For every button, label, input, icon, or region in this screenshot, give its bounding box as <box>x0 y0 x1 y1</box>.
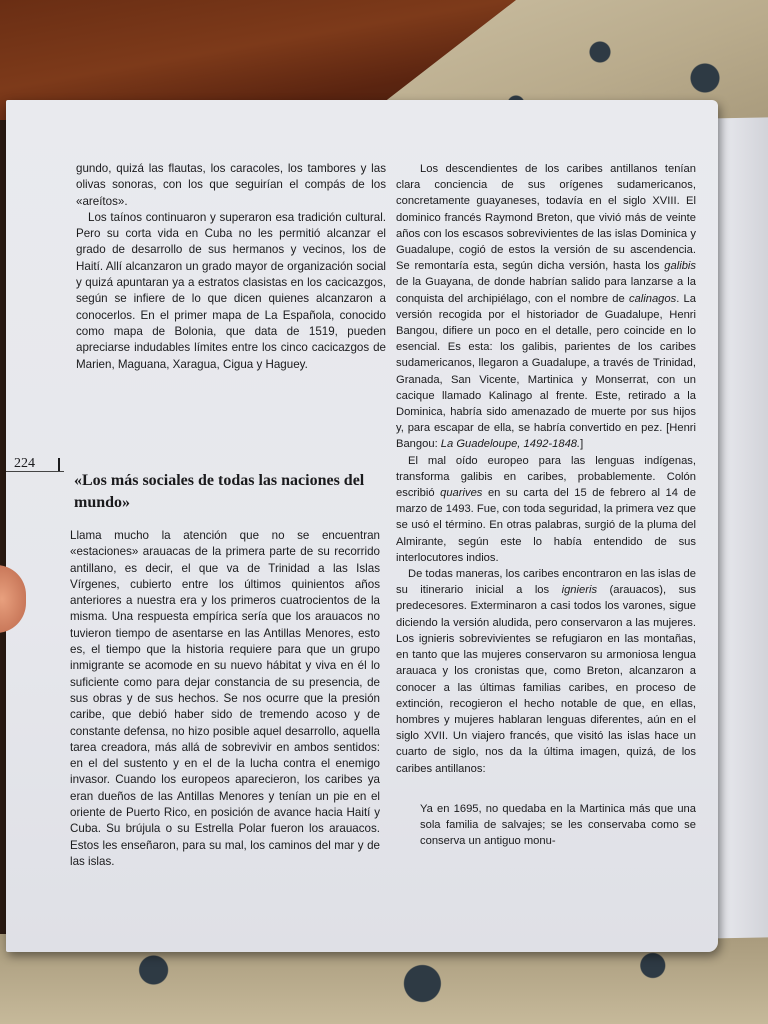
text-run: de la Guayana, de donde habrían salido para lanzarse a la conquista del archipiélago, con el nombre de <box>396 276 696 305</box>
paragraph <box>396 161 696 453</box>
left-column-bottom-text <box>70 528 380 870</box>
section-heading: «Los más sociales de todas las naciones del mundo» <box>74 472 365 511</box>
text-run: en su carta del 15 de febrero al 14 de marzo de 1493. Fue, con toda seguridad, la primera vez que se usó el término. En otras palabras, surgió de la pluma del Almirante, según este lo había entendido de sus interlocutores indios. <box>396 487 696 564</box>
paragraph <box>396 453 696 566</box>
italic-term: ignieris <box>561 584 598 597</box>
paragraph: gundo, quizá las flautas, los caracoles, los tambores y las olivas sonoras, con los que seguirían el compás de los «areítos». <box>76 162 386 208</box>
paragraph: Los taínos continuaron y superaron esa tradición cultural. Pero su corta vida en Cuba no les permitió alcanzar el grado de desarrollo de sus hermanos y vecinos, los de Haití. Allí alcanzaron un grado mayor de organización social y quizá apuntaran ya a estratos clasistas en los cacicazgos, según se infiere de lo que dicen quienes alcanzaron a conocerlos. En el primer mapa de La Española, conocido como mapa de Bolonia, que data de 1519, pueden apreciarse indudables límites entre los cinco cacicazgos de Marien, Maguana, Xaragua, Cigua y Haguey. <box>76 210 386 371</box>
text-run: . La versión recogida por el historiador de Guadalupe, Henri Bangou, difiere un poco en el detalle, pero coincide en lo esencial. Es esta: los galibis, parientes de los caribes sudamericanos, llegaron a Guadalupe, a través de Trinidad, Granada, San Vicente, Martinica y Monserrat, con un cacique llamado Kalinago al frente. Este, retirado a la Dominica, habría sido amenazado de muerte por sus hijos y, para escapar de ella, se habría convertido en pez. [Henri Bangou: <box>396 292 696 451</box>
italic-citation: La Guadeloupe, 1492-1848. <box>440 438 581 451</box>
right-column-text <box>396 161 696 849</box>
left-column-top-text <box>76 161 386 373</box>
page-number-bar <box>58 458 60 471</box>
italic-term: galibis <box>664 260 696 273</box>
block-quote: Ya en 1695, no quedaba en la Martinica más que una sola familia de salvajes; se les conservaba como se conserva un antiguo monu- <box>420 802 696 848</box>
page-number: 224 <box>14 456 35 471</box>
text-run: El mal oído europeo para las lenguas indígenas, transforma galibis en caribes, probablemente. Colón escribió <box>396 454 696 500</box>
italic-term: quarives <box>440 487 483 500</box>
text-run: Los descendientes de los caribes antillanos tenían clara conciencia de sus orígenes sudamericanos, concretamente guayaneses, todavía en el siglo XVIII. El dominico francés Raymond Breton, que vivió más de veinte años con los escasos sobrevivientes de las islas Dominica y Guadalupe, cogió de estos la versión de su ascendencia. Se remontaría esta, según dicha versión, hasta los <box>396 163 696 273</box>
text-run: ] <box>580 438 584 451</box>
italic-term: calinagos <box>628 292 677 305</box>
paragraph: Llama mucho la atención que no se encuentran «estaciones» arauacas de la primera parte de su recorrido antillano, es decir, el que va de Trinidad a las Islas Vírgenes, cubierto entre los últimos quinientos años anteriores a nuestra era y los primeros cuatrocientos de la misma. Una respuesta empírica sería que los arauacos no tuvieron tiempo de asentarse en las Antillas Menores, esto es, el tiempo que la historia requiere para que un grupo inmigrante se acomode en su nuevo hábitat y viva en él lo suficiente como para dejar constancia de su presencia, de sus obras y de sus hechos. Se nos ocurre que la presión caribe, que debió haber sido de tremendo acoso y de constante defensa, no hizo posible aquel desarrollo, aquella tarea creadora, más allá de sobrevivir en ambos sentidos: en el del sustento y en el de la lucha contra el enemigo invasor. Cuando los europeos aparecieron, los caribes ya eran dueños de las Antillas Menores y tenían un pie en el oriente de Puerto Rico, en posición de avance hacia Haití y Cuba. Su brújula o su Estrella Polar fueron los arauacos. Estos les enseñaron, para su mal, los caminos del mar y de las islas. <box>70 529 380 868</box>
paragraph <box>396 566 696 777</box>
text-run: (arauacos), sus predecesores. Exterminaron a casi todos los varones, sigue diciendo la versión aludida, pero conservaron a las mujeres. Los ignieris sobrevivientes se refugiaron en las montañas, en tanto que las mujeres conservaron su armoniosa lengua arauaca y los cronistas que, como Breton, alcanzaron a conocer a las últimas familias caribes, en proceso de extinción, recogieron el hecho notable de que, en ellas, hombres y mujeres hablaran lenguas diferentes, aún en el siglo XVII. Un viajero francés, que visitó las islas hace un cuarto de siglo, nos da la última imagen, quizá, de los caribes antillanos: <box>396 584 696 775</box>
text-run: De todas maneras, los caribes encontraron en las islas de su itinerario inicial a los <box>396 568 696 597</box>
